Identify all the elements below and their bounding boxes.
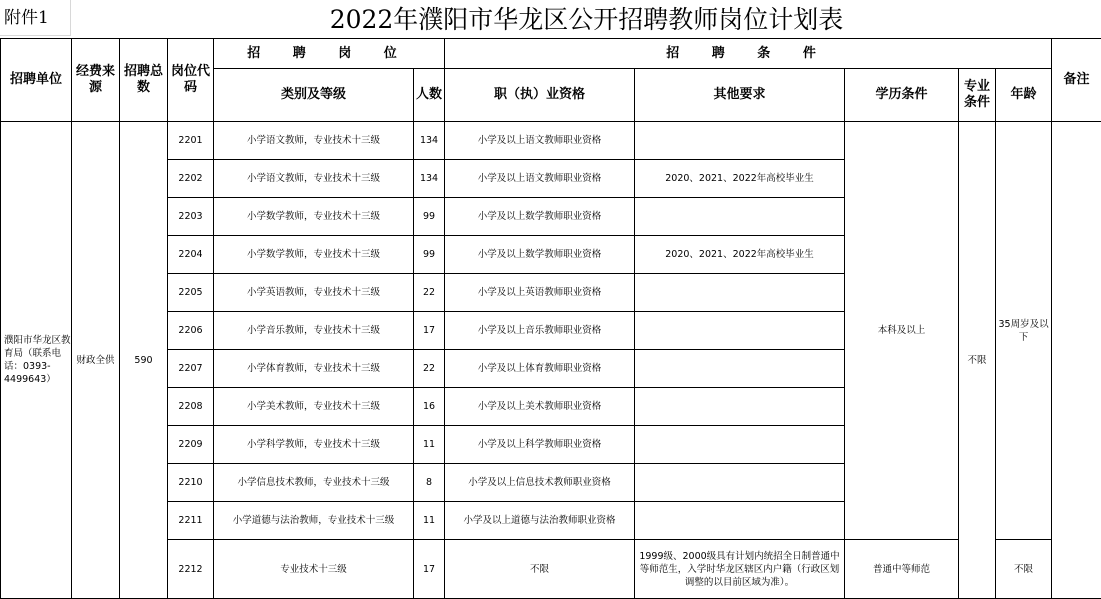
category-cell: 小学语文教师，专业技术十三级 xyxy=(214,122,414,160)
count-cell: 17 xyxy=(414,540,445,599)
other-cell: 2020、2021、2022年高校毕业生 xyxy=(635,236,845,274)
qualification-cell: 小学及以上美术教师职业资格 xyxy=(445,388,635,426)
count-cell: 11 xyxy=(414,502,445,540)
remarks-cell xyxy=(1052,122,1101,599)
qualification-cell: 小学及以上道德与法治教师职业资格 xyxy=(445,502,635,540)
header-category: 类别及等级 xyxy=(214,69,414,122)
code-cell: 2206 xyxy=(168,312,214,350)
qualification-cell: 小学及以上信息技术教师职业资格 xyxy=(445,464,635,502)
header-total: 招聘总数 xyxy=(120,39,168,122)
header-count: 人数 xyxy=(414,69,445,122)
count-cell: 22 xyxy=(414,350,445,388)
code-cell: 2201 xyxy=(168,122,214,160)
other-cell xyxy=(635,464,845,502)
other-cell xyxy=(635,198,845,236)
qualification-cell: 小学及以上音乐教师职业资格 xyxy=(445,312,635,350)
code-cell: 2212 xyxy=(168,540,214,599)
qualification-cell: 不限 xyxy=(445,540,635,599)
count-cell: 16 xyxy=(414,388,445,426)
category-cell: 小学科学教师，专业技术十三级 xyxy=(214,426,414,464)
qualification-cell: 小学及以上数学教师职业资格 xyxy=(445,198,635,236)
table-row xyxy=(1,122,1101,160)
page-title: 2022年濮阳市华龙区公开招聘教师岗位计划表 xyxy=(72,0,1101,38)
attachment-label: 附件1 xyxy=(0,0,71,36)
category-cell: 小学美术教师，专业技术十三级 xyxy=(214,388,414,426)
qualification-cell: 小学及以上数学教师职业资格 xyxy=(445,236,635,274)
count-cell: 99 xyxy=(414,198,445,236)
header-funding: 经费来源 xyxy=(72,39,120,122)
qualification-cell: 小学及以上英语教师职业资格 xyxy=(445,274,635,312)
qualification-cell: 小学及以上语文教师职业资格 xyxy=(445,122,635,160)
header-code: 岗位代码 xyxy=(168,39,214,122)
other-cell xyxy=(635,388,845,426)
code-cell: 2205 xyxy=(168,274,214,312)
category-cell: 专业技术十三级 xyxy=(214,540,414,599)
header-remarks: 备注 xyxy=(1052,39,1101,122)
funding-cell: 财政全供 xyxy=(72,122,120,599)
count-cell: 22 xyxy=(414,274,445,312)
code-cell: 2203 xyxy=(168,198,214,236)
recruitment-plan-table xyxy=(0,38,1101,599)
other-cell xyxy=(635,350,845,388)
category-cell: 小学数学教师，专业技术十三级 xyxy=(214,236,414,274)
code-cell: 2202 xyxy=(168,160,214,198)
other-cell xyxy=(635,312,845,350)
other-cell xyxy=(635,122,845,160)
category-cell: 小学道德与法治教师，专业技术十三级 xyxy=(214,502,414,540)
count-cell: 8 xyxy=(414,464,445,502)
total-cell: 590 xyxy=(120,122,168,599)
code-cell: 2204 xyxy=(168,236,214,274)
code-cell: 2207 xyxy=(168,350,214,388)
count-cell: 134 xyxy=(414,160,445,198)
code-cell: 2208 xyxy=(168,388,214,426)
count-cell: 11 xyxy=(414,426,445,464)
title-bar xyxy=(0,0,1101,38)
count-cell: 17 xyxy=(414,312,445,350)
qualification-cell: 小学及以上科学教师职业资格 xyxy=(445,426,635,464)
header-positions-group: 招 聘 岗 位 xyxy=(214,39,445,69)
other-cell xyxy=(635,274,845,312)
count-cell: 99 xyxy=(414,236,445,274)
header-other: 其他要求 xyxy=(635,69,845,122)
header-qualification: 职（执）业资格 xyxy=(445,69,635,122)
header-age: 年龄 xyxy=(996,69,1052,122)
header-major: 专业条件 xyxy=(959,69,996,122)
count-cell: 134 xyxy=(414,122,445,160)
category-cell: 小学体育教师，专业技术十三级 xyxy=(214,350,414,388)
header-unit: 招聘单位 xyxy=(1,39,72,122)
code-cell: 2210 xyxy=(168,464,214,502)
category-cell: 小学数学教师，专业技术十三级 xyxy=(214,198,414,236)
code-cell: 2211 xyxy=(168,502,214,540)
qualification-cell: 小学及以上语文教师职业资格 xyxy=(445,160,635,198)
code-cell: 2209 xyxy=(168,426,214,464)
major-cell: 不限 xyxy=(959,122,996,599)
age-cell: 35周岁及以下 xyxy=(996,122,1052,540)
header-education: 学历条件 xyxy=(845,69,959,122)
education-cell: 本科及以上 xyxy=(845,122,959,540)
education-cell: 普通中等师范 xyxy=(845,540,959,599)
other-cell: 1999级、2000级具有计划内统招全日制普通中等师范生，入学时华龙区辖区内户籍（行政区划调整的以目前区域为准）。 xyxy=(635,540,845,599)
qualification-cell: 小学及以上体育教师职业资格 xyxy=(445,350,635,388)
category-cell: 小学信息技术教师，专业技术十三级 xyxy=(214,464,414,502)
unit-cell: 濮阳市华龙区教育局（联系电话：0393-4499643） xyxy=(1,122,72,599)
category-cell: 小学英语教师，专业技术十三级 xyxy=(214,274,414,312)
category-cell: 小学音乐教师，专业技术十三级 xyxy=(214,312,414,350)
other-cell xyxy=(635,426,845,464)
age-cell: 不限 xyxy=(996,540,1052,599)
other-cell xyxy=(635,502,845,540)
header-conditions-group: 招 聘 条 件 xyxy=(445,39,1052,69)
category-cell: 小学语文教师，专业技术十三级 xyxy=(214,160,414,198)
other-cell: 2020、2021、2022年高校毕业生 xyxy=(635,160,845,198)
